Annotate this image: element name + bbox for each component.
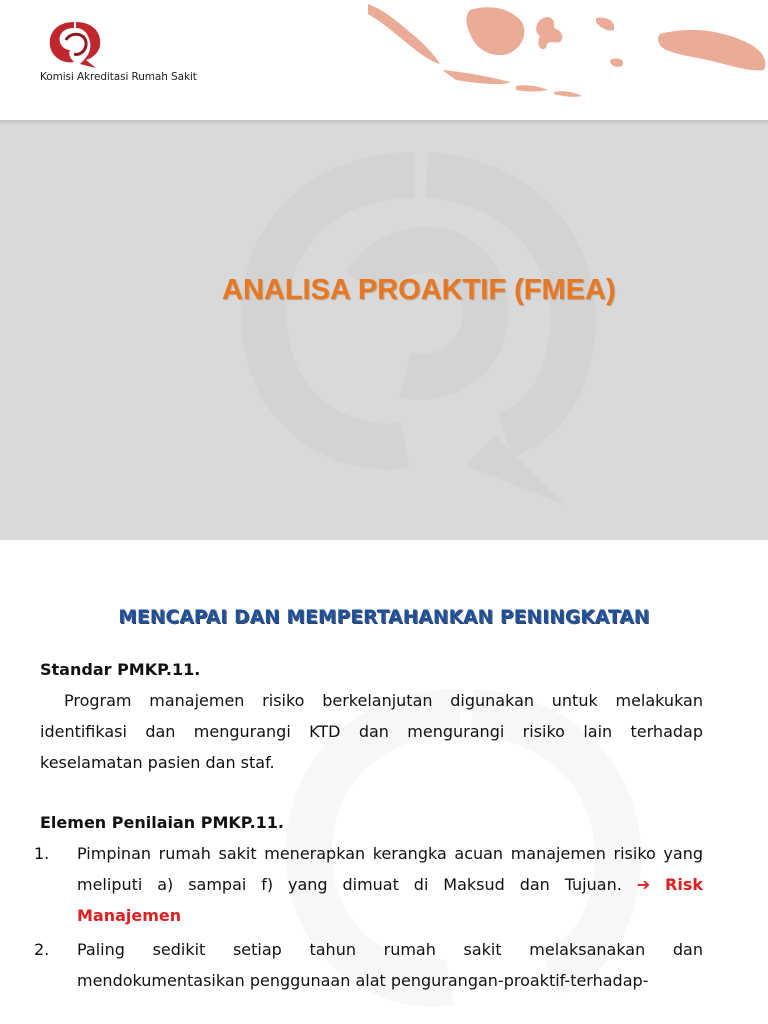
- list-item-number: 1.: [34, 844, 50, 863]
- watermark-logo-icon: [205, 135, 625, 540]
- arrow-right-icon: ➔: [636, 875, 651, 894]
- list-item-text: Paling sedikit setiap tahun rumah sakit melaksanakan dan mendokumentasikan penggunaan alat pengurangan-proaktif-terhadap-: [77, 940, 703, 990]
- list-item-number: 2.: [34, 940, 50, 959]
- standard-text: Program manajemen risiko berkelanjutan digunakan untuk melakukan identifikasi dan mengurangi KTD dan mengurangi risiko lain terhadap keselamatan pasien dan staf.: [40, 691, 703, 772]
- slide-title-text: ANALISA PROAKTIF (FMEA): [222, 274, 616, 306]
- standard-heading: Standar PMKP.11.: [40, 660, 201, 679]
- slide-content: [0, 562, 768, 1024]
- header-shadow: [0, 120, 768, 126]
- kars-logo-icon: [40, 18, 110, 70]
- list-item: [34, 838, 703, 931]
- indonesia-map-icon: [360, 0, 768, 120]
- section-title: MENCAPAI DAN MEMPERTAHANKAN PENINGKATAN: [118, 607, 650, 628]
- risk-management-link: Risk Manajemen: [77, 875, 703, 925]
- list-item: [34, 934, 703, 996]
- list-item-text: Pimpinan rumah sakit menerapkan kerangka acuan manajemen risiko yang meliputi a) sampai f) yang dimuat di Maksud dan Tujuan.: [77, 844, 703, 894]
- slide-header: [0, 0, 768, 120]
- logo-text: Komisi Akreditasi Rumah Sakit: [40, 71, 197, 83]
- document-body: [34, 654, 703, 999]
- elements-heading: Elemen Penilaian PMKP.11.: [40, 813, 284, 832]
